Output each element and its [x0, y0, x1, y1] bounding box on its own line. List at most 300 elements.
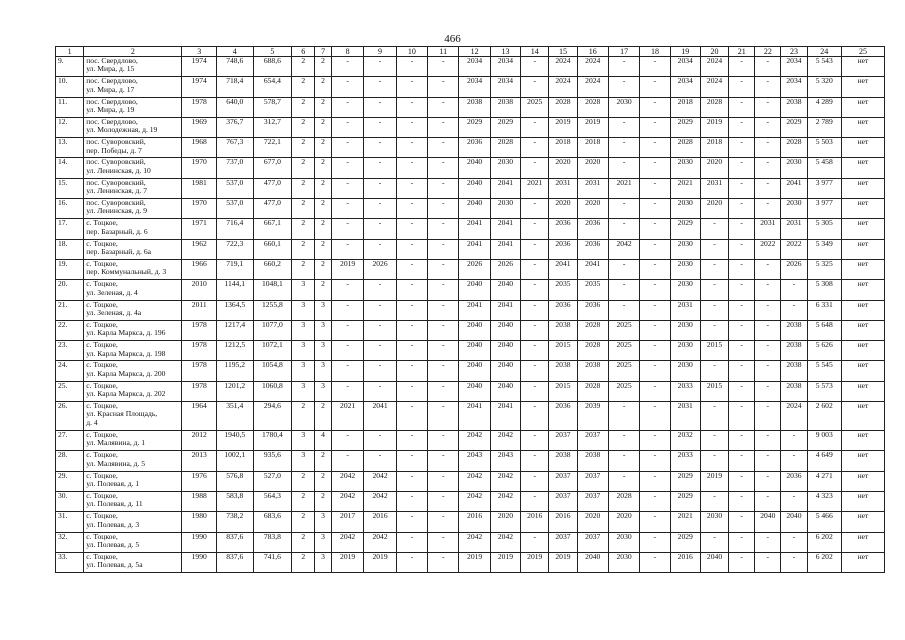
cell-col-16: 2031 — [577, 178, 608, 198]
column-header-25: 25 — [841, 47, 884, 57]
cell-col-21: - — [729, 361, 755, 381]
address-line: ул. Полевая, д. 1 — [86, 479, 140, 489]
cell-col-23: - — [781, 451, 807, 471]
cell-col-5: 578,7 — [253, 97, 292, 117]
cell-col-13: 2041 — [490, 219, 520, 239]
cell-col-6: 3 — [292, 431, 315, 451]
cell-col-7: 2 — [315, 117, 332, 137]
cell-col-17: 2042 — [608, 239, 639, 259]
cell-col-18: - — [640, 138, 670, 158]
address-line: ул. Карла Маркса, д. 202 — [86, 389, 166, 399]
cell-col-15: 2036 — [549, 239, 577, 259]
cell-col-12: 2026 — [459, 259, 490, 279]
cell-col-21: - — [729, 138, 755, 158]
cell-col-14: - — [521, 199, 549, 219]
row-number: 32. — [56, 532, 84, 552]
cell-col-19: 2030 — [670, 341, 700, 361]
cell-col-11: - — [428, 280, 459, 300]
cell-col-10: - — [396, 381, 427, 401]
cell-col-18: - — [640, 117, 670, 137]
cell-col-16: 2036 — [577, 300, 608, 320]
cell-col-13: 2043 — [490, 451, 520, 471]
cell-col-21: - — [729, 199, 755, 219]
address-line: пер. Базарный, д. 6а — [86, 247, 151, 257]
cell-col-7: 3 — [315, 341, 332, 361]
cell-col-22: 2022 — [755, 239, 781, 259]
cell-col-23: 2036 — [781, 471, 807, 491]
cell-col-3: 1970 — [182, 199, 216, 219]
cell-col-13: 2042 — [490, 532, 520, 552]
cell-col-25: нет — [841, 361, 884, 381]
address-line: с. Тоцкое, — [86, 552, 118, 561]
cell-col-23: - — [781, 491, 807, 511]
cell-col-8: - — [331, 158, 363, 178]
address-cell — [84, 117, 182, 137]
address-line: ул. Карла Маркса, д. 196 — [86, 328, 166, 338]
cell-col-4: 767,3 — [216, 138, 253, 158]
cell-col-22: - — [755, 280, 781, 300]
address-line: с. Тоцкое, — [86, 381, 118, 390]
table-row — [56, 320, 885, 340]
cell-col-17: 2028 — [608, 491, 639, 511]
cell-col-13: 2042 — [490, 431, 520, 451]
table-row — [56, 471, 885, 491]
cell-col-16: 2037 — [577, 491, 608, 511]
cell-col-10: - — [396, 300, 427, 320]
cell-col-19: 2033 — [670, 381, 700, 401]
cell-col-18: - — [640, 451, 670, 471]
cell-col-5: 1048,1 — [253, 280, 292, 300]
cell-col-19: 2034 — [670, 77, 700, 97]
cell-col-14: - — [521, 300, 549, 320]
cell-col-16: 2028 — [577, 341, 608, 361]
cell-col-8: - — [331, 97, 363, 117]
cell-col-20: 2020 — [700, 158, 728, 178]
cell-col-3: 1970 — [182, 158, 216, 178]
cell-col-24: 5 320 — [807, 77, 841, 97]
cell-col-6: 2 — [292, 219, 315, 239]
cell-col-8: - — [331, 361, 363, 381]
cell-col-7: 2 — [315, 219, 332, 239]
cell-col-7: 2 — [315, 259, 332, 279]
cell-col-13: 2040 — [490, 280, 520, 300]
cell-col-24: 4 271 — [807, 471, 841, 491]
cell-col-16: 2038 — [577, 361, 608, 381]
cell-col-22: - — [755, 451, 781, 471]
cell-col-19: 2018 — [670, 97, 700, 117]
cell-col-11: - — [428, 138, 459, 158]
cell-col-11: - — [428, 97, 459, 117]
cell-col-9: 2042 — [364, 471, 396, 491]
cell-col-3: 1976 — [182, 471, 216, 491]
cell-col-14: 2019 — [521, 552, 549, 572]
cell-col-18: - — [640, 158, 670, 178]
cell-col-15: 2037 — [549, 491, 577, 511]
cell-col-22: - — [755, 552, 781, 572]
row-number: 13. — [56, 138, 84, 158]
address-line: пос. Суворовский, — [86, 178, 146, 187]
cell-col-12: 2040 — [459, 178, 490, 198]
address-line: с. Тоцкое, — [86, 259, 118, 268]
table-row — [56, 280, 885, 300]
cell-col-16: 2039 — [577, 402, 608, 431]
cell-col-6: 2 — [292, 552, 315, 572]
column-header-3: 3 — [182, 47, 216, 57]
cell-col-25: нет — [841, 259, 884, 279]
cell-col-25: нет — [841, 158, 884, 178]
cell-col-9: - — [364, 178, 396, 198]
column-header-2: 2 — [84, 47, 182, 57]
cell-col-10: - — [396, 117, 427, 137]
cell-col-13: 2028 — [490, 138, 520, 158]
cell-col-17: 2021 — [608, 178, 639, 198]
cell-col-10: - — [396, 532, 427, 552]
cell-col-18: - — [640, 532, 670, 552]
cell-col-4: 640,0 — [216, 97, 253, 117]
row-number: 19. — [56, 259, 84, 279]
cell-col-20: - — [700, 491, 728, 511]
cell-col-8: - — [331, 381, 363, 401]
cell-col-10: - — [396, 138, 427, 158]
cell-col-8: - — [331, 199, 363, 219]
cell-col-7: 2 — [315, 239, 332, 259]
cell-col-7: 2 — [315, 158, 332, 178]
table-row — [56, 97, 885, 117]
cell-col-22: - — [755, 199, 781, 219]
cell-col-3: 1981 — [182, 178, 216, 198]
column-header-22: 22 — [755, 47, 781, 57]
cell-col-20: 2020 — [700, 199, 728, 219]
cell-col-25: нет — [841, 199, 884, 219]
cell-col-14: - — [521, 532, 549, 552]
cell-col-17: - — [608, 300, 639, 320]
table-row — [56, 138, 885, 158]
column-header-12: 12 — [459, 47, 490, 57]
cell-col-23: - — [781, 552, 807, 572]
cell-col-24: 5 543 — [807, 57, 841, 77]
cell-col-6: 3 — [292, 300, 315, 320]
cell-col-5: 477,0 — [253, 199, 292, 219]
cell-col-11: - — [428, 451, 459, 471]
cell-col-10: - — [396, 97, 427, 117]
table-row — [56, 381, 885, 401]
column-header-21: 21 — [729, 47, 755, 57]
cell-col-8: - — [331, 239, 363, 259]
cell-col-18: - — [640, 280, 670, 300]
table-row — [56, 259, 885, 279]
row-number: 16. — [56, 199, 84, 219]
cell-col-20: 2019 — [700, 117, 728, 137]
cell-col-10: - — [396, 57, 427, 77]
column-header-6: 6 — [292, 47, 315, 57]
cell-col-22: - — [755, 471, 781, 491]
cell-col-22: - — [755, 117, 781, 137]
cell-col-17: - — [608, 138, 639, 158]
cell-col-18: - — [640, 471, 670, 491]
cell-col-14: - — [521, 451, 549, 471]
address-line: с. Тоцкое, — [86, 239, 118, 248]
row-number: 14. — [56, 158, 84, 178]
cell-col-6: 2 — [292, 239, 315, 259]
address-cell — [84, 532, 182, 552]
cell-col-10: - — [396, 552, 427, 572]
address-cell — [84, 471, 182, 491]
cell-col-9: - — [364, 219, 396, 239]
cell-col-5: 1780,4 — [253, 431, 292, 451]
cell-col-6: 2 — [292, 512, 315, 532]
cell-col-18: - — [640, 512, 670, 532]
cell-col-23: - — [781, 300, 807, 320]
cell-col-11: - — [428, 320, 459, 340]
cell-col-23: 2024 — [781, 402, 807, 431]
cell-col-7: 3 — [315, 532, 332, 552]
cell-col-9: 2019 — [364, 552, 396, 572]
cell-col-10: - — [396, 280, 427, 300]
cell-col-20: - — [700, 402, 728, 431]
cell-col-15: 2036 — [549, 300, 577, 320]
cell-col-23: - — [781, 280, 807, 300]
cell-col-25: нет — [841, 381, 884, 401]
row-number: 27. — [56, 431, 84, 451]
cell-col-15: 2019 — [549, 117, 577, 137]
cell-col-6: 2 — [292, 57, 315, 77]
cell-col-22: - — [755, 431, 781, 451]
cell-col-21: - — [729, 280, 755, 300]
cell-col-4: 1201,2 — [216, 381, 253, 401]
cell-col-12: 2034 — [459, 57, 490, 77]
cell-col-15: 2031 — [549, 178, 577, 198]
cell-col-22: - — [755, 178, 781, 198]
cell-col-4: 718,4 — [216, 77, 253, 97]
table-row — [56, 532, 885, 552]
cell-col-10: - — [396, 259, 427, 279]
cell-col-16: 2019 — [577, 117, 608, 137]
cell-col-13: 2026 — [490, 259, 520, 279]
cell-col-13: 2038 — [490, 97, 520, 117]
cell-col-14: - — [521, 361, 549, 381]
cell-col-3: 1990 — [182, 552, 216, 572]
cell-col-24: 5 305 — [807, 219, 841, 239]
cell-col-12: 2042 — [459, 491, 490, 511]
address-cell — [84, 361, 182, 381]
table-row — [56, 431, 885, 451]
cell-col-16: 2018 — [577, 138, 608, 158]
header-row — [56, 47, 885, 57]
cell-col-20: - — [700, 320, 728, 340]
cell-col-14: - — [521, 117, 549, 137]
cell-col-14: - — [521, 320, 549, 340]
cell-col-25: нет — [841, 219, 884, 239]
cell-col-12: 2040 — [459, 158, 490, 178]
address-cell — [84, 402, 182, 431]
cell-col-15: 2037 — [549, 471, 577, 491]
cell-col-24: 5 503 — [807, 138, 841, 158]
cell-col-5: 654,4 — [253, 77, 292, 97]
cell-col-5: 1072,1 — [253, 341, 292, 361]
cell-col-16: 2038 — [577, 451, 608, 471]
cell-col-12: 2036 — [459, 138, 490, 158]
cell-col-9: - — [364, 280, 396, 300]
cell-col-20: 2028 — [700, 97, 728, 117]
cell-col-22: - — [755, 402, 781, 431]
cell-col-8: 2017 — [331, 512, 363, 532]
address-line: с. Тоцкое, — [86, 491, 118, 500]
column-header-23: 23 — [781, 47, 807, 57]
cell-col-5: 660,2 — [253, 259, 292, 279]
cell-col-14: - — [521, 431, 549, 451]
cell-col-11: - — [428, 552, 459, 572]
cell-col-7: 2 — [315, 471, 332, 491]
cell-col-5: 688,6 — [253, 57, 292, 77]
cell-col-3: 2013 — [182, 451, 216, 471]
cell-col-8: 2042 — [331, 532, 363, 552]
cell-col-18: - — [640, 178, 670, 198]
cell-col-4: 537,0 — [216, 178, 253, 198]
cell-col-25: нет — [841, 138, 884, 158]
cell-col-6: 3 — [292, 320, 315, 340]
cell-col-21: - — [729, 471, 755, 491]
cell-col-13: 2040 — [490, 361, 520, 381]
cell-col-13: 2034 — [490, 57, 520, 77]
address-line: ул. Полевая, д. 3 — [86, 519, 140, 529]
cell-col-15: 2020 — [549, 199, 577, 219]
cell-col-15: 2024 — [549, 57, 577, 77]
cell-col-15: 2038 — [549, 361, 577, 381]
cell-col-16: 2036 — [577, 239, 608, 259]
cell-col-25: нет — [841, 320, 884, 340]
cell-col-3: 2010 — [182, 280, 216, 300]
table-row — [56, 552, 885, 572]
cell-col-3: 1978 — [182, 381, 216, 401]
address-line: ул. Полевая, д. 5 — [86, 539, 140, 549]
cell-col-24: 5 573 — [807, 381, 841, 401]
cell-col-3: 1968 — [182, 138, 216, 158]
cell-col-23: 2038 — [781, 381, 807, 401]
cell-col-13: 2040 — [490, 320, 520, 340]
cell-col-17: - — [608, 280, 639, 300]
cell-col-9: - — [364, 158, 396, 178]
cell-col-8: - — [331, 451, 363, 471]
cell-col-10: - — [396, 451, 427, 471]
address-cell — [84, 491, 182, 511]
cell-col-12: 2040 — [459, 381, 490, 401]
cell-col-13: 2019 — [490, 552, 520, 572]
cell-col-20: - — [700, 219, 728, 239]
cell-col-14: 2016 — [521, 512, 549, 532]
cell-col-8: - — [331, 77, 363, 97]
cell-col-3: 1971 — [182, 219, 216, 239]
cell-col-16: 2037 — [577, 471, 608, 491]
cell-col-5: 660,1 — [253, 239, 292, 259]
cell-col-25: нет — [841, 532, 884, 552]
cell-col-21: - — [729, 552, 755, 572]
address-cell — [84, 158, 182, 178]
column-header-9: 9 — [364, 47, 396, 57]
cell-col-25: нет — [841, 431, 884, 451]
cell-col-13: 2034 — [490, 77, 520, 97]
cell-col-13: 2040 — [490, 381, 520, 401]
cell-col-12: 2019 — [459, 552, 490, 572]
cell-col-3: 1978 — [182, 97, 216, 117]
cell-col-11: - — [428, 259, 459, 279]
cell-col-7: 2 — [315, 57, 332, 77]
cell-col-22: - — [755, 491, 781, 511]
cell-col-16: 2036 — [577, 219, 608, 239]
cell-col-4: 738,2 — [216, 512, 253, 532]
address-cell — [84, 512, 182, 532]
cell-col-17: - — [608, 431, 639, 451]
cell-col-11: - — [428, 219, 459, 239]
cell-col-15: 2020 — [549, 158, 577, 178]
cell-col-17: - — [608, 57, 639, 77]
cell-col-22: 2031 — [755, 219, 781, 239]
cell-col-7: 2 — [315, 280, 332, 300]
cell-col-17: 2025 — [608, 320, 639, 340]
cell-col-3: 1978 — [182, 341, 216, 361]
cell-col-9: - — [364, 199, 396, 219]
cell-col-19: 2030 — [670, 280, 700, 300]
cell-col-9: 2042 — [364, 491, 396, 511]
cell-col-12: 2038 — [459, 97, 490, 117]
address-line: пер. Базарный, д. 6 — [86, 226, 148, 236]
cell-col-11: - — [428, 77, 459, 97]
table-row — [56, 451, 885, 471]
cell-col-18: - — [640, 57, 670, 77]
cell-col-7: 2 — [315, 451, 332, 471]
cell-col-14: - — [521, 57, 549, 77]
column-header-5: 5 — [253, 47, 292, 57]
cell-col-23: 2031 — [781, 219, 807, 239]
cell-col-3: 1974 — [182, 77, 216, 97]
cell-col-13: 2020 — [490, 512, 520, 532]
address-line: пос. Суворовский, — [86, 198, 146, 208]
cell-col-4: 1940,5 — [216, 431, 253, 451]
row-number: 24. — [56, 361, 84, 381]
cell-col-14: - — [521, 239, 549, 259]
cell-col-25: нет — [841, 178, 884, 198]
cell-col-10: - — [396, 77, 427, 97]
address-line: ул. Ленинская, д. 9 — [86, 206, 147, 216]
address-cell — [84, 280, 182, 300]
cell-col-6: 3 — [292, 280, 315, 300]
cell-col-19: 2029 — [670, 117, 700, 137]
cell-col-4: 719,1 — [216, 259, 253, 279]
address-cell — [84, 320, 182, 340]
cell-col-14: - — [521, 341, 549, 361]
address-line: пер. Победы, д. 7 — [86, 145, 142, 155]
cell-col-6: 3 — [292, 361, 315, 381]
cell-col-11: - — [428, 158, 459, 178]
row-number: 9. — [56, 57, 84, 77]
cell-col-18: - — [640, 361, 670, 381]
cell-col-10: - — [396, 471, 427, 491]
cell-col-14: 2021 — [521, 178, 549, 198]
cell-col-3: 1974 — [182, 57, 216, 77]
cell-col-8: - — [331, 341, 363, 361]
cell-col-12: 2042 — [459, 471, 490, 491]
cell-col-20: - — [700, 431, 728, 451]
row-number: 26. — [56, 402, 84, 431]
cell-col-19: 2032 — [670, 431, 700, 451]
cell-col-24: 9 003 — [807, 431, 841, 451]
cell-col-14: - — [521, 219, 549, 239]
cell-col-23: - — [781, 431, 807, 451]
cell-col-7: 3 — [315, 300, 332, 320]
cell-col-23: 2041 — [781, 178, 807, 198]
cell-col-14: 2025 — [521, 97, 549, 117]
cell-col-12: 2040 — [459, 341, 490, 361]
cell-col-23: 2030 — [781, 199, 807, 219]
